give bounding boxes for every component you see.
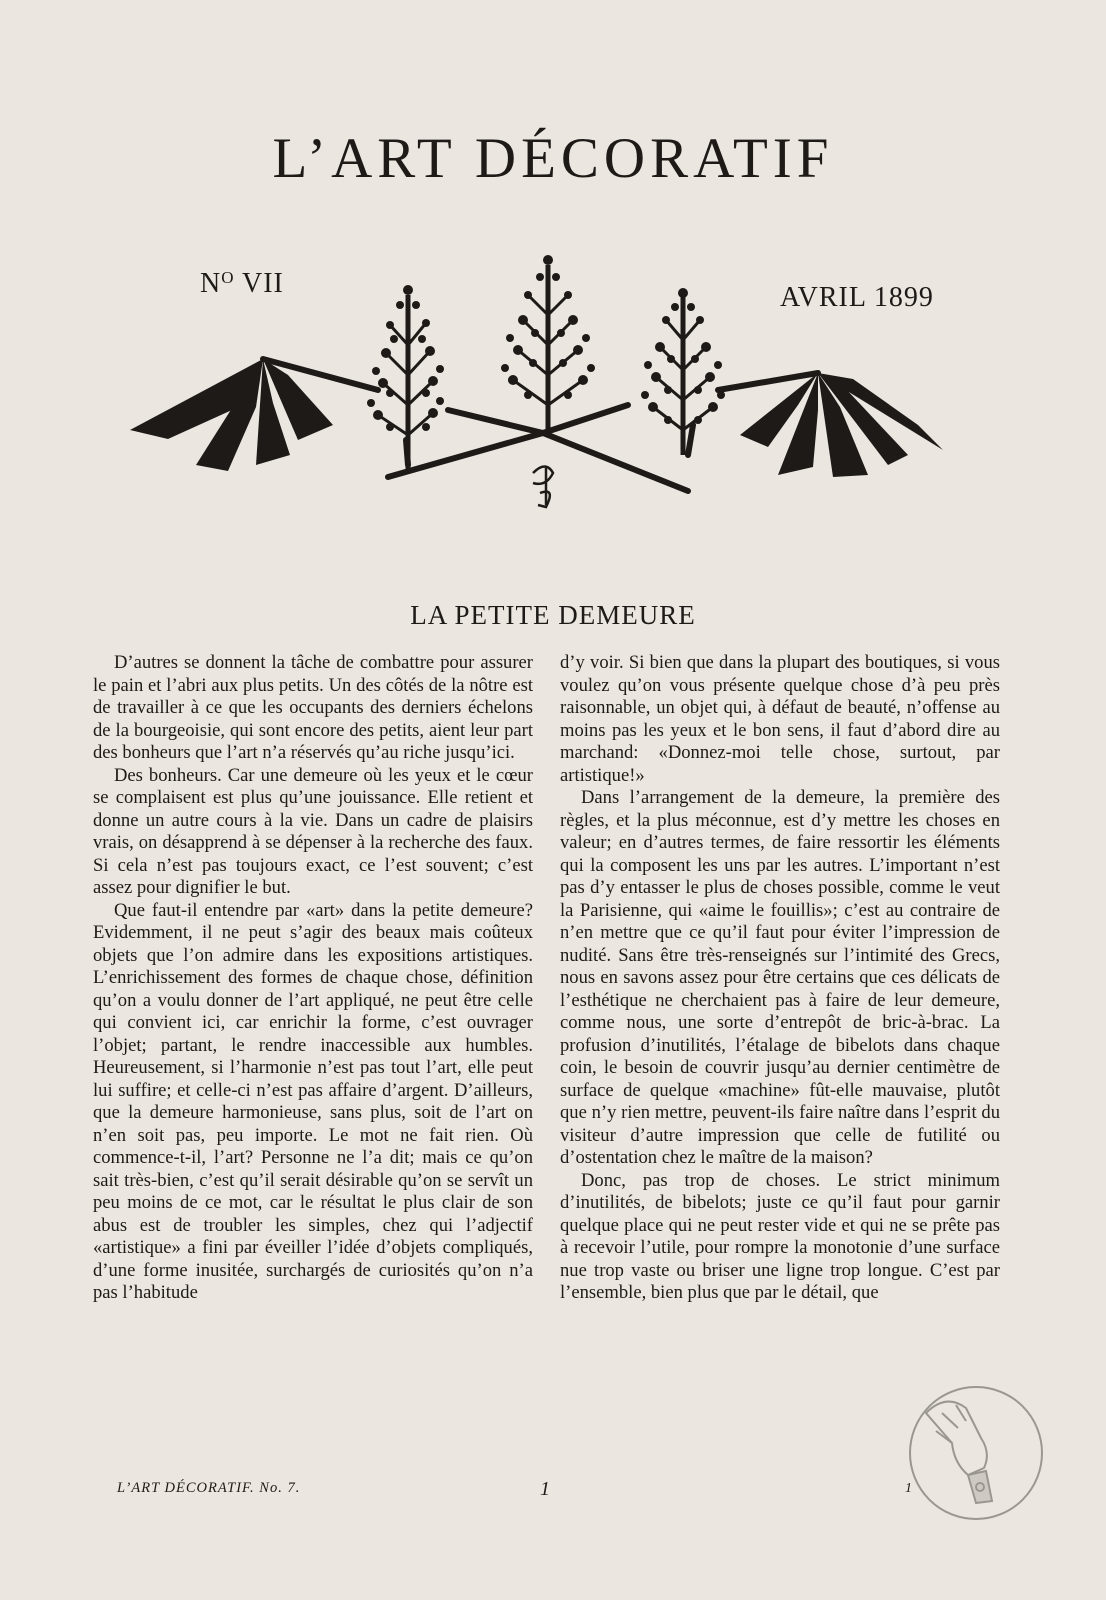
paragraph: Donc, pas trop de choses. Le strict minimum d’inutilités, de bibelots; juste ce qu’il faut pour garnir quelque place qui ne peut rester vide et qui ne se prête pas à recevoir l’utile, pour rompre la monotonie d’une surface nue trop vaste ou briser une ligne trop longue. C’est par l’ensemble, bien plus que par le détail, que bbox=[560, 1169, 1000, 1303]
issue-number-sup: O bbox=[221, 268, 235, 287]
running-title: L’ART DÉCORATIF. No. 7. bbox=[117, 1480, 301, 1496]
masthead-title: L’ART DÉCORATIF bbox=[272, 127, 834, 190]
paragraph: d’y voir. Si bien que dans la plupart des boutiques, si vous voulez qu’on vous présente quelque chose d’à peu près raisonnable, un objet qui, à défaut de beauté, n’offense au moins pas les yeux et le bon sens, il faut d’abord dire au marchand: «Donnez-moi telle chose, surtout, par artistique!» bbox=[560, 652, 1000, 786]
article-title: LA PETITE DEMEURE bbox=[410, 600, 696, 630]
page-number: 1 bbox=[540, 1478, 550, 1500]
issue-number-prefix: N bbox=[200, 268, 222, 299]
issue-date: AVRIL 1899 bbox=[780, 282, 934, 313]
paragraph: Des bonheurs. Car une demeure où les yeux et le cœur se complaisent est plus qu’une jouissance. Elle retient et donne un autre cours à la vie. Dans un cadre de plaisirs vrais, on désapprend à se dépenser à la recherche des faux. Si cela n’est pas toujours exact, ce l’est souvent; c’est assez pour dignifier le but. bbox=[93, 764, 533, 898]
hand-holding-key-stamp-icon bbox=[906, 1383, 1046, 1523]
issue-number-value: VII bbox=[242, 268, 284, 299]
paragraph: Dans l’arrangement de la demeure, la première des règles, et la plus méconnue, est d’y mettre les choses en valeur; en d’autres termes, de faire ressortir les éléments qui la composent les uns par les autres. L’important n’est pas d’y entasser le plus de choses possible, comme le veut la Parisienne, qui «aime le fouillis»; c’est au contraire de n’en mettre que ce qu’il faut pour éviter l’impression de nudité. Sans être très-renseignés sur l’intimité des Grecs, nous en savons assez pour être certains que ces délicats de l’esthétique ne cherchaient pas à faire de leur demeure, comme nous, une sorte d’entrepôt de bric-à-brac. La profusion d’inutilités, l’étalage de bibelots dans chaque coin, le besoin de couvrir jusqu’au dernier centimètre de surface de quelque «machine» fût-elle mauvaise, plutôt que n’y rien mettre, peuvent-ils faire naître dans l’esprit du visiteur d’autre impression que celle de futilité ou d’ostentation chez le maître de la maison? bbox=[560, 787, 1000, 1168]
paragraph: D’autres se donnent la tâche de combattre pour assurer le pain et l’abri aux plus petits. Un des côtés de la nôtre est de travailler à ce que les occupants des derniers échelons de la bourgeoisie, qui sont encore des petits, aient leur part des bonheurs que l’art n’a réservés qu’au riche jusqu’ici. bbox=[93, 652, 533, 763]
article-column-right bbox=[560, 652, 1000, 1305]
article-column-left bbox=[93, 652, 533, 1305]
paragraph: Que faut-il entendre par «art» dans la petite demeure? Evidemment, il ne peut s’agir des beaux mais coûteux objets que l’on admire dans les expositions artistiques. L’enrichissement des formes de chaque chose, définition qu’on a voulu donner de l’art appliqué, ne peut être celle qui convient ici, car enrichir la forme, c’est ouvrager l’objet; partant, le rendre inaccessible aux humbles. Heureusement, si l’harmonie n’est pas tout l’art, elle peut lui suffire; et celle-ci n’est pas affaire d’argent. D’ailleurs, que la demeure harmonieuse, sans plus, soit de l’art on n’en soit pas, peu importe. Le mot ne fait rien. Où commence-t-il, l’art? Personne ne l’a dit; mais ce qu’on sait très-bien, c’est qu’il serait désirable qu’on se servît un peu moins de ce mot, car le résultat le plus clair de son abus est de troubler les simples, chez qui l’adjectif «artistique» a fini par éveiller l’idée d’objets compliqués, d’une forme inusitée, surchargés de curiosités qu’on n’a pas l’habitude bbox=[93, 899, 533, 1303]
chestnut-branch-ornament-icon bbox=[128, 255, 948, 515]
signature-mark: 1 bbox=[905, 1481, 912, 1496]
